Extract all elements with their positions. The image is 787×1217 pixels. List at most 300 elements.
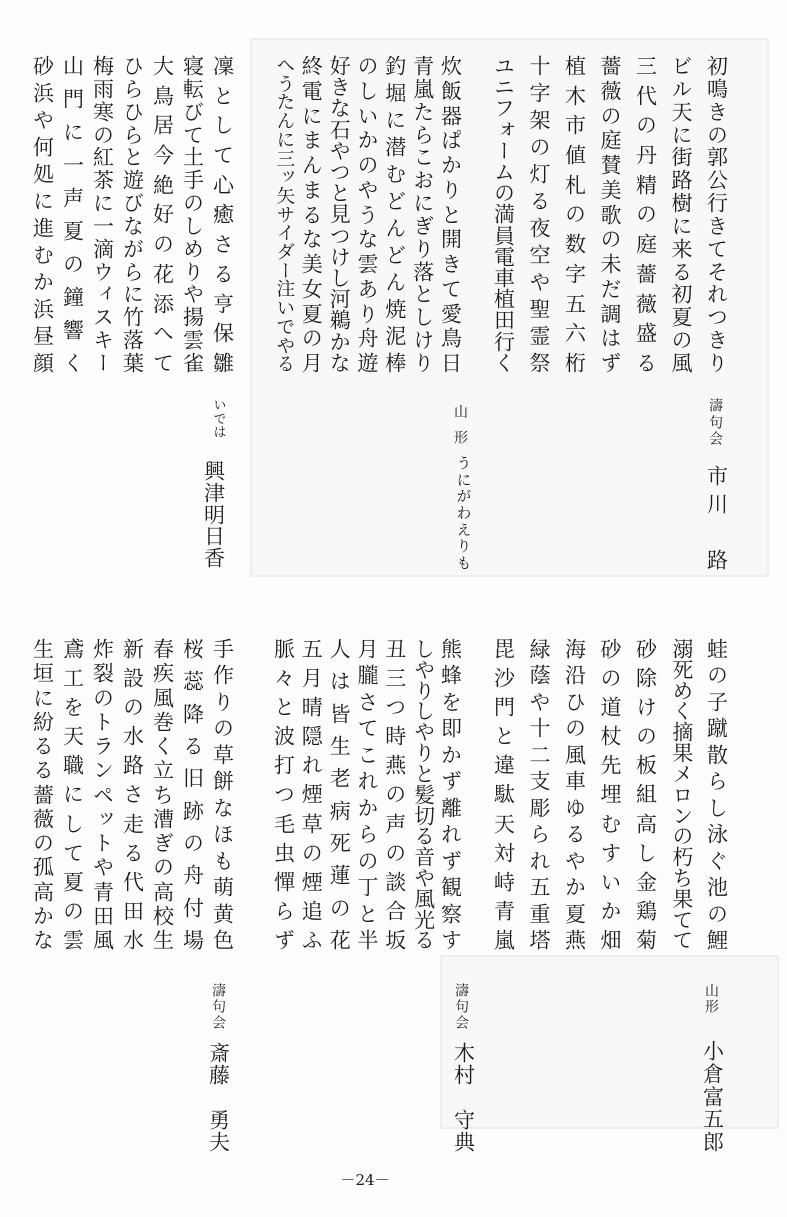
glyph: 五 [562,292,587,314]
glyph: 道 [598,696,622,718]
glyph: 一 [90,214,115,236]
glyph: の [633,203,658,225]
glyph: え [454,521,473,537]
glyph: ビ [669,55,693,76]
glyph: ル [669,77,693,99]
glyph: て [668,908,693,930]
glyph: か [327,330,352,352]
glyph: ィ [90,283,115,305]
glyph: や [410,721,435,743]
glyph: 燕 [382,754,407,776]
glyph: い [273,298,295,317]
glyph: り [410,679,435,701]
glyph: か [355,796,379,818]
glyph: 声 [382,812,407,834]
glyph: 祭 [527,352,551,373]
glyph: 注 [273,279,295,299]
glyph: 保 [210,322,235,344]
glyph: 路 [120,754,145,776]
glyph: 設 [120,667,145,689]
glyph: し [327,267,352,289]
glyph: 死 [668,658,693,680]
glyph: 塔 [527,928,551,950]
glyph: 蕊 [180,670,205,692]
glyph: 落 [120,329,145,351]
glyph: 除 [633,667,658,689]
glyph: ぎ [150,832,175,853]
glyph: 三 [633,55,658,76]
glyph: 電 [491,245,516,267]
glyph: 紛 [30,710,55,732]
glyph: 河 [327,288,352,310]
glyph: た [410,100,435,122]
glyph: て [150,351,175,373]
glyph: 句 [453,999,469,1013]
glyph: 美 [299,253,324,274]
glyph: ど [382,244,407,265]
glyph: 夜 [527,217,551,238]
glyph: 十 [527,717,551,739]
glyph: と [491,725,516,747]
glyph: 嵐 [410,77,435,99]
glyph: 峙 [491,870,516,892]
glyph: 葉 [120,351,145,373]
glyph: ン [90,759,115,781]
glyph: 対 [491,841,516,863]
glyph: 毘 [491,638,516,659]
glyph: 富 [700,1085,725,1107]
glyph: つ [271,783,296,805]
glyph: 手 [210,638,235,659]
glyph: 門 [491,696,516,718]
glyph: け [633,696,658,718]
glyph: り [454,538,473,554]
glyph: 興 [201,460,226,481]
glyph: 植 [562,55,587,76]
glyph: や [30,109,55,130]
glyph: 庭 [598,129,622,151]
glyph: 一 [60,154,85,175]
glyph: 庭 [633,233,658,255]
glyph: 田 [120,899,145,921]
glyph: 梅 [90,55,115,76]
glyph: ほ [210,823,235,845]
glyph: キ [90,329,115,351]
glyph: 杖 [598,725,622,747]
glyph: ス [90,306,115,328]
glyph: わ [454,504,473,520]
glyph: つ [327,161,352,183]
glyph: の [60,253,85,274]
glyph: で [210,411,226,425]
glyph: の [90,686,115,708]
glyph: 丹 [633,144,658,166]
glyph: の [180,192,205,214]
glyph: ゆ [562,796,587,818]
glyph: 水 [120,725,145,747]
glyph: 開 [438,228,463,250]
glyph: 心 [210,173,235,195]
glyph: の [598,667,622,689]
glyph: 未 [598,253,622,274]
glyph: 電 [299,79,324,101]
glyph: 街 [669,146,693,168]
glyph: 組 [633,783,658,805]
glyph: 大 [150,55,175,76]
author-affiliation [205,983,231,1029]
glyph: の [598,228,622,250]
glyph: に [60,121,85,142]
glyph: 来 [669,237,693,259]
glyph: 行 [491,330,516,352]
glyph: ど [382,190,407,211]
glyph: 形 [452,430,468,444]
glyph: 十 [527,55,551,76]
glyph: を [438,690,463,712]
glyph: 架 [527,109,551,130]
glyph: 天 [669,100,693,122]
glyph: 池 [704,876,729,898]
glyph: 果 [668,742,693,763]
glyph: び [180,100,205,122]
glyph: 跡 [180,799,205,821]
glyph: る [299,203,324,225]
glyph: 沙 [491,667,516,689]
glyph: て [704,237,729,259]
glyph: 煙 [299,783,324,805]
glyph: で [273,316,295,336]
glyph: 賛 [598,154,622,175]
glyph: ォ [491,118,516,140]
glyph: 半 [355,928,379,950]
glyph: 子 [704,690,729,712]
glyph: ん [299,154,324,175]
glyph: の [704,664,729,686]
glyph: す [438,928,463,950]
glyph: 追 [299,899,324,921]
glyph: し [210,114,235,136]
glyph: 果 [668,887,693,909]
glyph: 遊 [120,169,145,191]
glyph: こ [355,743,379,765]
glyph: や [327,139,352,161]
glyph: 泳 [704,823,729,845]
glyph: 雨 [90,77,115,99]
glyph: 夫 [206,1131,231,1152]
glyph: し [180,214,205,236]
glyph: に [669,123,693,145]
glyph: 緑 [527,638,551,659]
glyph: と [355,902,379,924]
glyph: 聖 [527,298,551,319]
glyph: 砂 [598,638,622,659]
glyph: の [527,136,551,157]
glyph: 生 [327,734,352,756]
glyph: ニ [491,76,516,98]
glyph: 満 [491,203,516,225]
glyph: 畑 [598,928,622,950]
glyph: 響 [60,319,85,340]
glyph: 歌 [598,203,622,225]
glyph: い [598,870,622,892]
glyph: 藤 [206,1064,231,1086]
glyph: め [180,237,205,259]
glyph: 毛 [271,812,296,834]
glyph: 砂 [30,55,55,76]
glyph: 郎 [700,1131,725,1152]
glyph: 初 [704,55,729,76]
glyph: り [410,237,435,259]
glyph: 美 [598,178,622,200]
glyph: ト [90,710,115,732]
glyph: ダ [273,242,295,261]
glyph: の [327,896,352,918]
glyph: の [633,725,658,747]
glyph: ず [271,928,296,950]
glyph: 路 [669,169,693,191]
glyph: 舟 [355,327,379,349]
glyph: る [562,823,587,845]
glyph: 炊 [438,55,463,76]
glyph: や [90,856,115,878]
glyph: ら [120,260,145,282]
glyph: れ [438,823,463,845]
glyph: 終 [299,55,324,76]
glyph: 夏 [562,902,587,924]
glyph: 津 [201,481,226,503]
glyph: 病 [327,799,352,821]
glyph: ら [120,77,145,99]
glyph: く [150,735,175,756]
glyph: 五 [527,876,551,898]
glyph: 高 [633,812,658,834]
glyph: さ [120,783,145,805]
glyph: や [273,335,295,355]
glyph: 山 [452,404,468,418]
glyph: る [30,735,55,756]
glyph: 漕 [150,807,175,829]
glyph: 板 [633,754,658,776]
glyph: 市 [704,465,729,486]
glyph: ラ [90,735,115,756]
glyph: い [355,104,379,126]
glyph: 校 [150,904,175,926]
glyph: 香 [201,547,226,568]
haiku [209,638,235,950]
glyph: 好 [327,55,352,76]
glyph: 声 [60,187,85,208]
glyph: 句 [210,999,226,1013]
glyph: う [273,73,295,93]
glyph: 生 [30,638,55,659]
glyph: 皆 [327,702,352,724]
glyph: た [273,92,295,112]
glyph: 晴 [299,696,324,718]
glyph: け [327,245,352,267]
glyph: 鶏 [633,899,658,921]
glyph: ん [382,271,407,292]
glyph: 光 [410,908,435,930]
glyph: や [410,866,435,888]
glyph: 札 [562,173,587,195]
glyph: て [180,123,205,145]
glyph: 堀 [382,82,407,103]
glyph: 路 [704,549,729,570]
glyph: ペ [90,783,115,805]
glyph: 潜 [382,136,407,157]
glyph: 音 [410,846,435,867]
glyph: 手 [180,169,205,191]
glyph: し [355,79,379,101]
glyph: 土 [180,146,205,168]
glyph: と [210,84,235,106]
glyph: 風 [90,929,115,950]
glyph: て [60,841,85,863]
glyph: 黄 [210,902,235,924]
glyph: も [210,849,235,871]
glyph: 癒 [210,203,235,225]
glyph: フ [491,97,516,119]
glyph: び [120,192,145,214]
glyph: の [491,182,516,204]
glyph: に [90,192,115,214]
glyph: ぐ [704,849,729,871]
glyph: そ [704,260,729,282]
glyph: 薇 [633,292,658,314]
glyph: 浜 [30,82,55,103]
glyph: ら [120,123,145,145]
glyph: て [355,717,379,739]
glyph: の [633,114,658,136]
glyph: 代 [120,870,145,892]
glyph: 雲 [60,928,85,950]
glyph: か [562,876,587,898]
glyph: や [410,658,435,680]
glyph: き [704,214,729,236]
glyph: 付 [180,896,205,918]
glyph: 石 [327,118,352,140]
glyph: 初 [669,283,693,305]
glyph: 朽 [668,846,693,867]
glyph: の [299,327,324,349]
glyph: 嵐 [491,928,516,950]
glyph: 老 [327,767,352,789]
glyph: イ [273,223,295,243]
glyph: ユ [491,55,516,76]
glyph: 色 [210,928,235,950]
glyph: 二 [527,743,551,765]
glyph: 切 [410,804,435,826]
glyph: 燕 [562,928,587,950]
glyph: る [120,841,145,863]
author-name [205,1042,231,1152]
glyph: る [30,759,55,781]
glyph: の [60,899,85,921]
glyph: 勇 [206,1108,231,1130]
glyph: の [210,717,235,739]
glyph: り [180,260,205,282]
glyph: 月 [355,638,379,659]
glyph: し [633,841,658,863]
glyph: や [355,178,379,200]
haiku [119,638,145,950]
glyph: 脈 [271,638,296,659]
glyph: の [704,902,729,924]
glyph: こ [410,146,435,168]
glyph: 器 [438,104,463,126]
glyph: へ [273,55,295,74]
glyph: 字 [562,262,587,284]
glyph: り [704,351,729,373]
glyph: 夏 [60,870,85,892]
glyph: 揚 [180,306,205,328]
glyph: ま [299,178,324,200]
glyph: き [327,76,352,98]
glyph: も [454,554,473,570]
glyph: 値 [562,144,587,166]
glyph: 月 [299,667,324,689]
glyph: 絶 [150,173,175,195]
glyph: ず [438,770,463,792]
glyph: 空 [527,244,551,265]
glyph: や [562,849,587,871]
glyph: む [598,812,622,834]
glyph: 鵜 [327,309,352,331]
glyph: ち [668,866,693,888]
glyph: ら [410,123,435,145]
glyph: ら [704,770,729,792]
glyph: メ [668,762,693,784]
glyph: る [180,734,205,756]
glyph: の [355,55,379,76]
glyph: の [382,841,407,863]
glyph: 愛 [438,302,463,324]
glyph: と [410,762,435,784]
glyph: に [273,129,295,149]
glyph: ッ [273,167,295,186]
glyph: 数 [562,233,587,255]
glyph: 霊 [527,325,551,346]
glyph: 郭 [704,146,729,168]
glyph: の [598,104,622,126]
glyph: の [299,841,324,863]
glyph: と [120,146,145,168]
haiku [149,638,175,950]
glyph: る [273,354,295,373]
glyph: 花 [327,928,352,950]
glyph: 月 [299,352,324,373]
glyph: 談 [382,870,407,892]
glyph: 代 [633,84,658,106]
glyph: 工 [60,667,85,689]
glyph [208,1087,229,1108]
glyph: 日 [201,525,226,547]
glyph: 五 [700,1108,725,1130]
glyph: 斎 [206,1042,231,1063]
glyph: 六 [562,322,587,344]
glyph: 春 [150,638,175,659]
glyph: て [438,277,463,299]
glyph: 夏 [669,306,693,328]
glyph: 合 [382,899,407,921]
glyph: ひ [120,100,145,122]
glyph: 走 [120,812,145,834]
glyph: 蜂 [438,664,463,686]
glyph: な [327,351,352,373]
glyph: な [355,228,379,250]
glyph: 焼 [382,298,407,319]
glyph: 三 [382,667,407,689]
